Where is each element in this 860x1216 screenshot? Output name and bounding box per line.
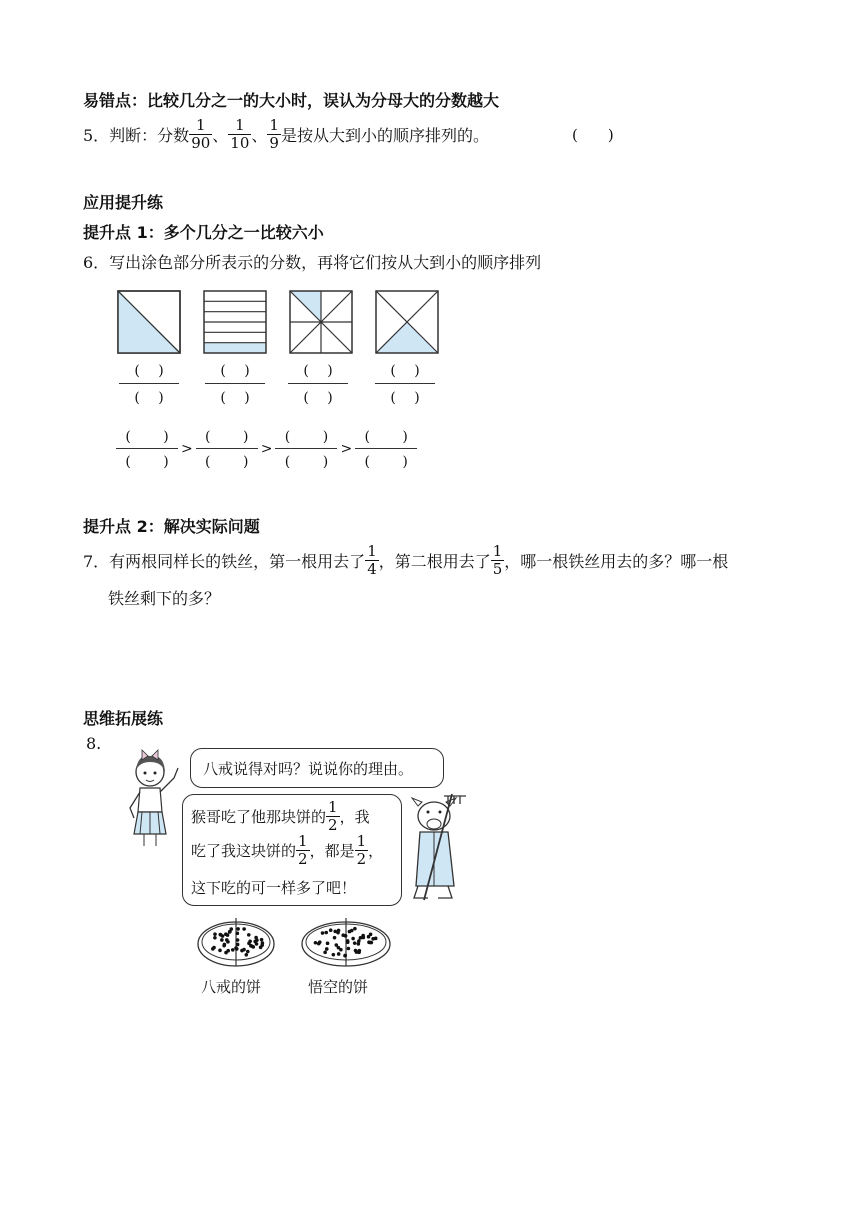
pig-line-1: 猴哥吃了他那块饼的 $\frac{1}{2}$ ，我 [191, 798, 370, 834]
cake-dot [231, 948, 235, 952]
question-6: 6．写出涂色部分所表示的分数，再将它们按从大到小的顺序排列 [83, 253, 542, 272]
cake-dot [213, 936, 217, 940]
cake-dot [325, 947, 329, 951]
cake-dot [348, 930, 352, 934]
cake-dot [236, 943, 240, 947]
question-5 [83, 114, 489, 154]
cake-dot [371, 937, 375, 941]
cake-dot [220, 938, 224, 942]
q6-blank-3[interactable]: ( ) ( ) [288, 360, 348, 407]
cake-dot [324, 931, 328, 935]
cake-dot [326, 942, 330, 946]
cake-dot [229, 927, 233, 931]
cake-dot [252, 945, 256, 949]
square-3 [290, 291, 352, 353]
q6-blank-4[interactable]: ( ) ( ) [375, 360, 435, 407]
q5-separator: 、 [251, 125, 268, 145]
bajie-cake-label: 八戒的饼 [201, 978, 262, 996]
bajie-cake [196, 916, 276, 968]
cake-dot [357, 939, 361, 943]
order-blank-4[interactable]: ( ) ( ) [355, 426, 417, 471]
cake-dot [337, 929, 341, 933]
cake-dot [346, 939, 350, 943]
square-4 [376, 291, 438, 353]
cake-dot [236, 938, 240, 942]
girl-speech-bubble [190, 748, 444, 788]
pig-illustration [404, 790, 474, 906]
cake-dot [358, 949, 362, 953]
cake-dot [213, 932, 217, 936]
cake-dot [236, 932, 240, 936]
order-blank-1[interactable]: ( ) ( ) [116, 426, 178, 471]
cake-dot [314, 941, 318, 945]
cake-dot [351, 937, 355, 941]
cake-dot [318, 940, 322, 944]
cake-dot [226, 949, 230, 953]
cake-dot [255, 938, 259, 942]
cake-dot [218, 949, 222, 953]
cake-dot [211, 947, 215, 951]
cake-dot [323, 951, 327, 955]
cake-dot [362, 936, 366, 940]
point-1-heading: 提升点 1：多个几分之一比较六小 [83, 223, 324, 242]
half-fraction: $\frac{1}{2}$ [328, 798, 338, 834]
girl-illustration [118, 742, 188, 852]
q7-text-c: ，哪一根铁丝用去的多？哪一根 [504, 551, 729, 571]
cake-dot [337, 946, 341, 950]
q6-blank-2[interactable]: ( ) ( ) [205, 360, 265, 407]
q5-fraction-1: $\frac{1}{90}$ [191, 115, 211, 152]
cake-dot [244, 953, 248, 957]
cake-dot [247, 933, 251, 937]
cake-dot [246, 950, 250, 954]
cake-dot [218, 933, 222, 937]
cake-dot [332, 953, 336, 957]
question-7 [83, 538, 728, 582]
section-think: 思维拓展练 [83, 709, 164, 728]
cake-dot [226, 940, 230, 944]
q7-text-d: 铁丝剩下的多？ [108, 589, 221, 608]
square-2 [204, 291, 266, 353]
q7-fraction-1: $\frac{1}{4}$ [367, 541, 377, 578]
greater-sign: > [340, 440, 353, 457]
cake-dot [353, 927, 357, 931]
question-8: 8. [86, 734, 102, 753]
wukong-cake-label: 悟空的饼 [308, 978, 369, 996]
q5-answer-paren[interactable]: ( ) [572, 126, 614, 144]
q5-fraction-2: $\frac{1}{10}$ [230, 115, 250, 152]
point-2-heading: 提升点 2：解决实际问题 [83, 517, 260, 536]
cake-dot [370, 941, 374, 945]
pig-line-3: 这下吃的可一样多了吧！ [191, 879, 357, 897]
cake-dot [354, 949, 358, 953]
cake-dot [224, 932, 228, 936]
q7-text-b: ，第二根用去了 [378, 551, 491, 571]
wukong-cake [300, 916, 392, 968]
cake-dot [247, 942, 251, 946]
mistake-heading: 易错点：比较几分之一的大小时，误认为分母大的分数越大 [83, 91, 500, 110]
girl-speech: 八戒说得对吗？说说你的理由。 [203, 760, 414, 778]
cake-dot [333, 936, 337, 940]
cake-dot [353, 941, 357, 945]
cake-dot [234, 946, 238, 950]
q6-figures [110, 285, 450, 355]
cake-dot [242, 927, 246, 931]
cake-dot [260, 938, 264, 942]
q7-text-a: 7．有两根同样长的铁丝，第一根用去了 [83, 551, 366, 571]
cake-dot [337, 952, 341, 956]
cake-dot [236, 927, 240, 931]
cake-dot [260, 943, 264, 947]
q5-fraction-3: $\frac{1}{9}$ [269, 115, 279, 152]
q6-order-row [116, 426, 417, 471]
greater-sign: > [260, 440, 273, 457]
cake-dot [242, 948, 246, 952]
cake-dot [347, 947, 351, 951]
half-fraction: $\frac{1}{2}$ [356, 832, 367, 868]
half-fraction: $\frac{1}{2}$ [298, 832, 308, 868]
cake-dot [343, 954, 347, 958]
greater-sign: > [181, 440, 193, 457]
order-blank-3[interactable]: ( ) ( ) [275, 426, 337, 471]
q6-blank-1[interactable]: ( ) ( ) [119, 360, 179, 407]
order-blank-2[interactable]: ( ) ( ) [196, 426, 258, 471]
q5-separator: 、 [212, 125, 229, 145]
section-apply: 应用提升练 [83, 193, 164, 212]
cake-dot [222, 944, 226, 948]
pig-line-2: 吃了我这块饼的 $\frac{1}{2}$ ，都是 $\frac{1}{2}$ ， [191, 832, 384, 868]
q5-suffix: 是按从大到小的顺序排列的。 [280, 125, 489, 145]
cake-dot [367, 935, 371, 939]
square-1 [118, 291, 180, 353]
q7-fraction-2: $\frac{1}{5}$ [492, 541, 503, 578]
cake-dot [329, 928, 333, 932]
pig-speech-bubble [182, 794, 402, 906]
cake-dot [321, 931, 325, 935]
q5-prefix: 5．判断：分数 [83, 125, 190, 145]
cake-dot [341, 933, 345, 937]
